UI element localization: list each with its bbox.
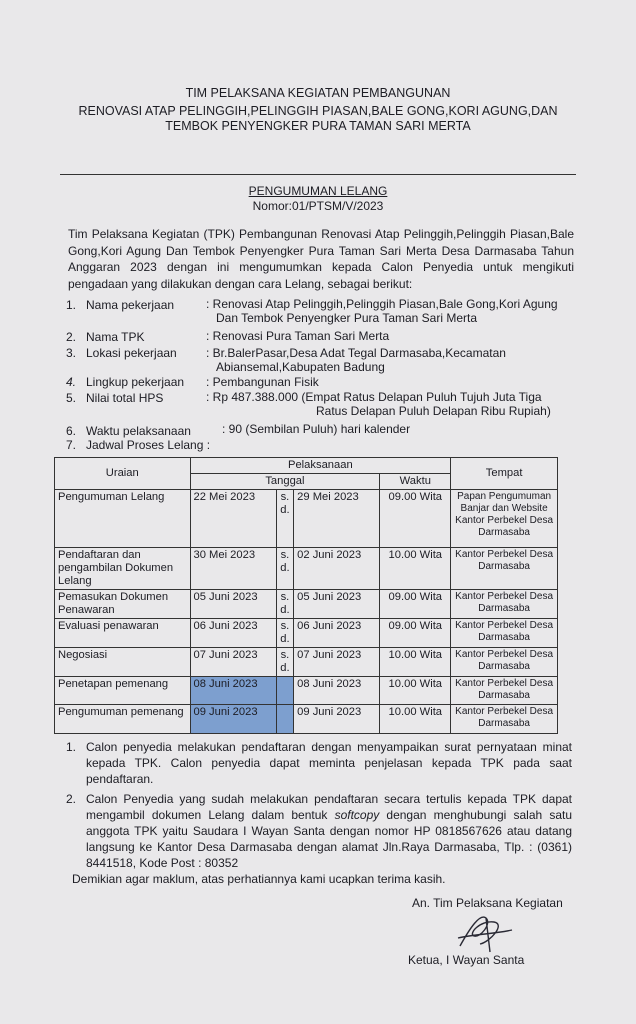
cell-tempat: Kantor Perbekel Desa Darmasaba	[451, 548, 558, 590]
announcement-number: Nomor:01/PTSM/V/2023	[252, 199, 384, 213]
header-uraian: Uraian	[55, 458, 191, 490]
cell-waktu: 09.00 Wita	[380, 619, 451, 648]
header-waktu: Waktu	[380, 474, 451, 490]
item-value: : Renovasi Pura Taman Sari Merta	[206, 329, 390, 343]
item-value-cont: Ratus Delapan Puluh Delapan Ribu Rupiah)	[316, 404, 551, 418]
item-number: 5.	[66, 391, 77, 405]
announcement-title: PENGUMUMAN LELANG	[248, 184, 388, 198]
cell-date-to: 02 Juni 2023	[294, 548, 380, 590]
item-label: Jadwal Proses Lelang :	[86, 438, 211, 452]
cell-date-to: 08 Juni 2023	[294, 677, 380, 705]
schedule-body	[55, 490, 558, 734]
header-tempat: Tempat	[451, 458, 558, 490]
table-row	[55, 619, 558, 648]
header-divider	[60, 174, 576, 175]
cell-sd: s. d.	[276, 590, 293, 619]
table-row	[55, 548, 558, 590]
note-text: Calon penyedia melakukan pendaftaran dengan menyampaikan surat pernyataan minat kepada TPK. Calon penyedia dapat meminta penjelasan kepada TPK pada saat pendaftaran.	[86, 740, 572, 786]
item-value: : Br.BalerPasar,Desa Adat Tegal Darmasaba,Kecamatan	[206, 346, 506, 360]
cell-uraian: Evaluasi penawaran	[55, 619, 191, 648]
note-text-a: Calon Penyedia yang sudah melakukan pendaftaran secara tertulis kepada TPK dapat mengambil dokumen Lelang dalam bentuk	[86, 792, 572, 822]
cell-date-to: 05 Juni 2023	[294, 590, 380, 619]
note-text-em: softcopy	[334, 808, 380, 822]
cell-date-from: 06 Juni 2023	[190, 619, 276, 648]
org-heading: TIM PELAKSANA KEGIATAN PEMBANGUNAN	[185, 86, 451, 100]
cell-date-from: 07 Juni 2023	[190, 648, 276, 677]
item-label: Lokasi pekerjaan	[86, 346, 177, 360]
item-label: Nilai total HPS	[86, 391, 164, 405]
cell-tempat: Kantor Perbekel Desa Darmasaba	[451, 705, 558, 734]
intro-paragraph: Tim Pelaksana Kegiatan (TPK) Pembangunan Renovasi Atap Pelinggih,Pelinggih Piasan,Bale Gong,Kori Agung Dan Tembok Penyengker Pura Taman Sari Merta Desa Darmasaba Tahun Anggaran 2023 dengan ini mengumumkan kepada Calon Penyedia untuk mengikuti pengadaan yang dilakukan dengan cara Lelang, sebagai berikut:	[68, 227, 574, 291]
cell-sd	[276, 677, 293, 705]
cell-sd: s. d.	[276, 548, 293, 590]
signature-name: Ketua, I Wayan Santa	[408, 953, 525, 967]
item-value-cont: Abiansemal,Kabupaten Badung	[216, 360, 385, 374]
cell-uraian: Negosiasi	[55, 648, 191, 677]
note-number: 2.	[66, 792, 77, 806]
cell-uraian: Pemasukan Dokumen Penawaran	[55, 590, 191, 619]
item-label: Nama TPK	[86, 330, 145, 344]
schedule-table	[54, 457, 558, 734]
cell-waktu: 10.00 Wita	[380, 677, 451, 705]
table-row	[55, 677, 558, 705]
note-number: 1.	[66, 740, 77, 754]
item-value: : Rp 487.388.000 (Empat Ratus Delapan Puluh Tujuh Juta Tiga	[206, 390, 542, 404]
cell-sd: s. d.	[276, 490, 293, 548]
cell-waktu: 10.00 Wita	[380, 705, 451, 734]
project-heading: RENOVASI ATAP PELINGGIH,PELINGGIH PIASAN,BALE GONG,KORI AGUNG,DAN TEMBOK PENYENGKER PURA TAMAN SARI MERTA	[78, 104, 558, 133]
cell-date-to: 07 Juni 2023	[294, 648, 380, 677]
cell-sd	[276, 705, 293, 734]
cell-waktu: 09.00 Wita	[380, 490, 451, 548]
cell-uraian: Pendaftaran dan pengambilan Dokumen Lelang	[55, 548, 191, 590]
item-value: : Pembangunan Fisik	[206, 375, 319, 389]
note-text	[86, 791, 572, 871]
item-number: 6.	[66, 424, 77, 438]
handwritten-signature-icon	[450, 908, 520, 958]
cell-date-from: 22 Mei 2023	[190, 490, 276, 548]
cell-tempat: Kantor Perbekel Desa Darmasaba	[451, 619, 558, 648]
table-row	[55, 705, 558, 734]
item-value: : Renovasi Atap Pelinggih,Pelinggih Piasan,Bale Gong,Kori Agung	[206, 297, 558, 311]
signature-on-behalf: An. Tim Pelaksana Kegiatan	[412, 896, 563, 910]
cell-date-from: 30 Mei 2023	[190, 548, 276, 590]
cell-tempat: Kantor Perbekel Desa Darmasaba	[451, 677, 558, 705]
header-tanggal: Tanggal	[190, 474, 380, 490]
item-value: : 90 (Sembilan Puluh) hari kalender	[222, 422, 411, 436]
cell-waktu: 09.00 Wita	[380, 590, 451, 619]
cell-sd: s. d.	[276, 648, 293, 677]
table-row	[55, 490, 558, 548]
table-header-row	[55, 458, 558, 474]
item-label: Nama pekerjaan	[86, 298, 175, 312]
note-text-b: dengan menghubungi salah satu anggota TPK yaitu Saudara I Wayan Santa dengan nomor HP 0818567626 atau datang langsung ke Kantor Desa Darmasaba dengan alamat Jln.Raya Darmasaba, Tlp. : (0361) 8441518, Kode Post : 80352	[86, 808, 572, 870]
item-number: 7.	[66, 438, 77, 452]
cell-date-to: 29 Mei 2023	[294, 490, 380, 548]
item-label: Waktu pelaksanaan	[86, 424, 191, 438]
cell-uraian: Pengumuman Lelang	[55, 490, 191, 548]
cell-uraian: Penetapan pemenang	[55, 677, 191, 705]
item-label: Lingkup pekerjaan	[86, 375, 185, 389]
cell-tempat: Kantor Perbekel Desa Darmasaba	[451, 648, 558, 677]
item-number: 4.	[66, 375, 77, 389]
header-pelaksanaan: Pelaksanaan	[190, 458, 451, 474]
cell-date-from: 08 Juni 2023	[190, 677, 276, 705]
closing-sentence: Demikian agar maklum, atas perhatiannya kami ucapkan terima kasih.	[72, 872, 446, 886]
cell-date-from: 05 Juni 2023	[190, 590, 276, 619]
item-number: 1.	[66, 298, 77, 312]
cell-uraian: Pengumuman pemenang	[55, 705, 191, 734]
cell-date-to: 09 Juni 2023	[294, 705, 380, 734]
cell-waktu: 10.00 Wita	[380, 648, 451, 677]
table-row	[55, 590, 558, 619]
item-number: 3.	[66, 346, 77, 360]
item-number: 2.	[66, 330, 77, 344]
cell-date-from: 09 Juni 2023	[190, 705, 276, 734]
cell-tempat: Kantor Perbekel Desa Darmasaba	[451, 590, 558, 619]
cell-date-to: 06 Juni 2023	[294, 619, 380, 648]
item-value-cont: Dan Tembok Penyengker Pura Taman Sari Merta	[216, 311, 478, 325]
cell-waktu: 10.00 Wita	[380, 548, 451, 590]
table-row	[55, 648, 558, 677]
cell-sd: s. d.	[276, 619, 293, 648]
cell-tempat: Papan Pengumuman Banjar dan Website Kantor Perbekel Desa Darmasaba	[451, 490, 558, 548]
